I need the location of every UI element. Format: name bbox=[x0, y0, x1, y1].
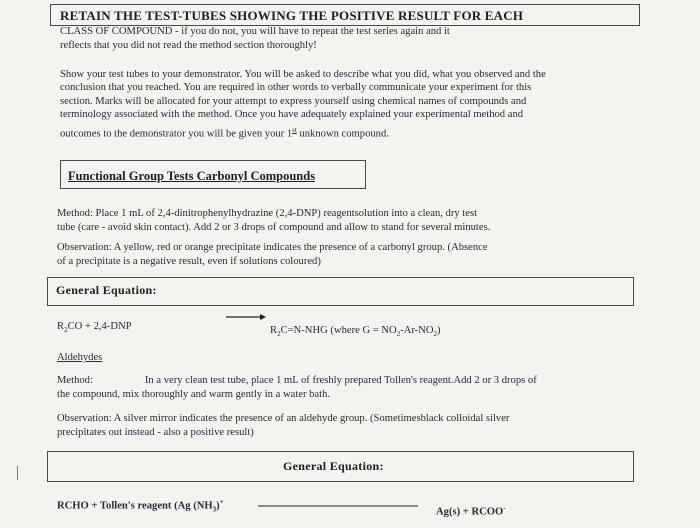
header-note-line-2: reflects that you did not read the method section thoroughly! bbox=[60, 39, 317, 51]
header-note-line-1: CLASS OF COMPOUND - if you do not, you will have to repeat the test series again and it bbox=[60, 26, 450, 37]
instructions-line-1: Show your test tubes to your demonstrator. You will be asked to describe what you did, what you observed and the bbox=[60, 69, 546, 80]
dnp-eq-r2: R bbox=[270, 325, 278, 336]
aldehydes-method-line-1 bbox=[57, 374, 537, 388]
ald-eq-sup: + bbox=[219, 498, 224, 506]
dnp-method-line-1: Method: Place 1 mL of 2,4-dinitrophenylhydrazine (2,4-DNP) reagentsolution into a clean, dry test bbox=[57, 208, 478, 219]
dnp-observation-line-1: Observation: A yellow, red or orange precipitate indicates the presence of a carbonyl group. (Absence bbox=[57, 242, 488, 253]
dnp-eq-sub3: 2 bbox=[396, 330, 401, 339]
dnp-eq-right-rest2: -Ar-NO bbox=[400, 325, 434, 336]
dnp-equation-left bbox=[57, 322, 132, 334]
dnp-eq-right-end: ) bbox=[437, 325, 441, 336]
aldehydes-method-text-1: In a very clean test tube, place 1 mL of freshly prepared Tollen's reagent.Add 2 or 3 drops of bbox=[144, 375, 537, 386]
dnp-observation-line-2: of a precipitate is a negative result, even if solutions coloured) bbox=[57, 255, 321, 267]
ald-eq-left: RCHO + Tollen's reagent (Ag (NH bbox=[57, 500, 213, 512]
aldehydes-method bbox=[57, 374, 537, 401]
instructions-line-2: conclusion that you reached. You are required in other words to verbally communicate your experiment for this bbox=[60, 82, 532, 94]
aldehydes-method-label: Method: bbox=[57, 375, 93, 386]
general-equation-label-2: General Equation: bbox=[283, 459, 384, 473]
dnp-eq-sub: 2 bbox=[64, 326, 68, 335]
section-title: Functional Group Tests Carbonyl Compounds bbox=[68, 169, 316, 183]
aldehydes-heading: Aldehydes bbox=[57, 352, 103, 363]
general-equation-label-1: General Equation: bbox=[56, 283, 157, 297]
ald-eq-sub: 3 bbox=[212, 505, 217, 514]
instructions-line-4: terminology associated with the method. Once you have adequately explained your experimental method and bbox=[60, 109, 524, 121]
dnp-eq-r: R bbox=[57, 321, 65, 332]
ald-eq-right-sup: - bbox=[503, 504, 506, 512]
dnp-eq-sub2: 2 bbox=[277, 330, 281, 339]
aldehydes-observation-line-2: precipitates out instead - also a positive result) bbox=[57, 426, 254, 438]
dnp-method bbox=[57, 207, 490, 234]
dnp-eq-sub4: 2 bbox=[433, 330, 438, 339]
dnp-observation bbox=[57, 241, 488, 268]
dnp-eq-left-rest: CO + 2,4-DNP bbox=[67, 321, 132, 332]
aldehyde-equation-left bbox=[57, 499, 224, 514]
instructions-paragraph bbox=[60, 68, 546, 141]
ald-eq-right: Ag(s) + RCOO bbox=[436, 506, 504, 518]
dnp-eq-right-rest: C=N-NHG (where G = NO bbox=[280, 325, 397, 336]
instructions-sup: st bbox=[292, 125, 297, 134]
ald-eq-left-end: ) bbox=[216, 500, 220, 512]
instructions-last-end: unknown compound. bbox=[296, 128, 389, 140]
reaction-arrow-2 bbox=[258, 503, 418, 509]
instructions-line-3: section. Marks will be allocated for your attempt to express yourself using chemical names of compounds and bbox=[60, 95, 527, 107]
header-title: RETAIN THE TEST-TUBES SHOWING THE POSITIVE RESULT FOR EACH bbox=[60, 8, 524, 23]
dnp-method-line-2: tube (care - avoid skin contact). Add 2 or 3 drops of compound and allow to stand for several minutes. bbox=[57, 221, 491, 233]
instructions-last-text: outcomes to the demonstrator you will be given your 1 bbox=[60, 128, 293, 140]
aldehyde-equation-right bbox=[436, 505, 506, 518]
dnp-equation-right bbox=[270, 326, 441, 338]
instructions-line-5 bbox=[60, 124, 546, 141]
reaction-arrow-1 bbox=[226, 313, 266, 321]
aldehydes-method-line-2: the compound, mix thoroughly and warm gently in a water bath. bbox=[57, 388, 331, 400]
aldehydes-observation bbox=[57, 412, 509, 439]
margin-mark bbox=[17, 466, 18, 480]
aldehydes-observation-line-1: Observation: A silver mirror indicates the presence of an aldehyde group. (Sometimesblack colloidal silver bbox=[57, 413, 510, 424]
header-note bbox=[60, 25, 450, 52]
